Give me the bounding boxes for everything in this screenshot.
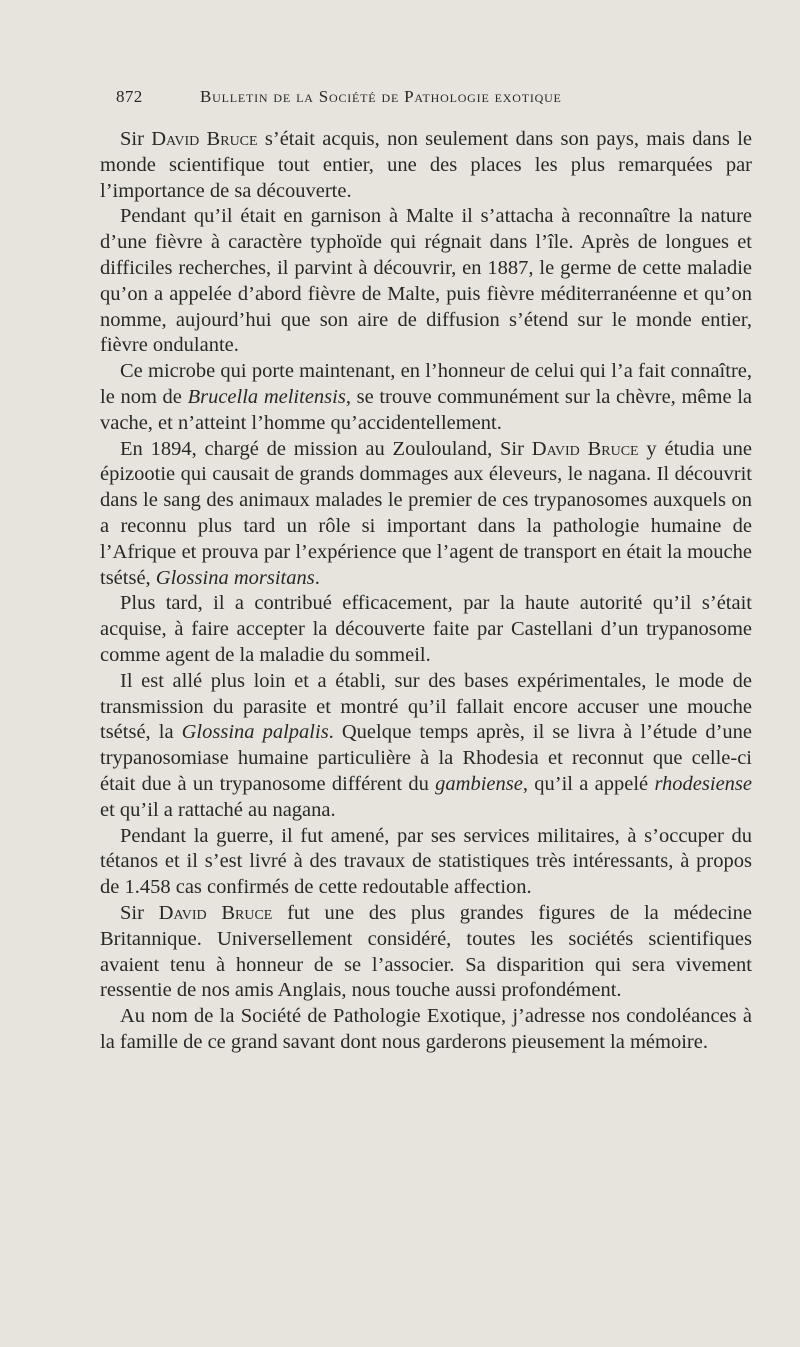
page-number: 872	[116, 87, 143, 106]
text-run: Il est allé plus loin et a établi, sur des bases expérimentales, le mode de transmission du parasite et montré qu’il fallait encore accuser une mouche tsétsé, la	[100, 669, 752, 744]
text-run: fut une des plus grandes figures de la médecine Britannique. Universellement considéré, toutes les sociétés scientifiques avaient tenu à honneur de se l’associer. Sa disparition qui sera vivement ressentie de nos amis Anglais, nous touche aussi profondément.	[100, 901, 752, 1002]
paragraph-2: Pendant qu’il était en garnison à Malte il s’attacha à reconnaître la nature d’une fièvre à caractère typhoïde qui régnait dans l’île. Après de longues et difficiles recherches, il parvint à découvrir, en 1887, le germe de cette maladie qu’on a appelée d’abord fièvre de Malte, puis fièvre méditerranéenne et qu’on nomme, aujourd’hui que son aire de diffusion s’étend sur le monde entier, fièvre ondulante.	[100, 205, 752, 357]
text-run: y étudia une épizootie qui causait de grands dommages aux éleveurs, le nagana. Il découvrit dans le sang des animaux malades le premier de ces trypanosomes auxquels on a reconnu plus tard un rôle si important dans la pathologie humaine de l’Afrique et prouva par l’expérience que l’agent de transport en était la mouche tsétsé,	[100, 437, 752, 589]
text-run: s’était acquis, non seulement dans son pays, mais dans le monde scientifique tout entier, une des places les plus remarquées par l’importance de sa découverte.	[100, 128, 752, 202]
paragraph-4	[100, 437, 752, 592]
species-name: gambiense	[435, 772, 523, 795]
text-run: En 1894, chargé de mission au Zoulouland, Sir	[120, 437, 532, 460]
species-name: Glossina morsitans	[155, 566, 315, 589]
paragraph-3	[100, 359, 752, 436]
paragraph-9: Au nom de la Société de Pathologie Exotique, j’adresse nos condoléances à la famille de ce grand savant dont nous garderons pieusement la mémoire.	[100, 1005, 752, 1053]
species-name: Glossina palpalis	[181, 721, 329, 744]
text-run: . Quelque temps après, il se livra à l’étude d’une trypanosomiase humaine particulière à la Rhodesia et reconnut que celle-ci était due à un trypanosome différent du	[100, 721, 752, 795]
species-name: rhodesiense	[654, 772, 753, 795]
person-name: David Bruce	[158, 901, 273, 924]
text-run: .	[314, 566, 320, 589]
text-run: , se trouve communément sur la chèvre, même la vache, et n’atteint l’homme qu’accidentellement.	[100, 385, 752, 434]
paragraph-6	[100, 669, 752, 824]
paragraph-7: Pendant la guerre, il fut amené, par ses services militaires, à s’occuper du tétanos et il s’est livré à des travaux de statistiques très intéressants, à propos de 1.458 cas confirmés de cette redoutable affection.	[100, 824, 752, 899]
running-title: Bulletin de la Société de Pathologie exotique	[200, 87, 562, 106]
paragraph-8	[100, 901, 752, 1004]
article-body	[100, 127, 752, 1056]
paragraph-1	[100, 127, 752, 204]
page-header	[116, 87, 676, 113]
person-name: David Bruce	[151, 128, 258, 150]
text-run: et qu’il a rattaché au nagana.	[100, 798, 336, 821]
text-run: Sir	[120, 128, 152, 150]
text-run: , qu’il a appelé	[522, 772, 655, 795]
text-run: Ce microbe qui porte maintenant, en l’honneur de celui qui l’a fait connaître, le nom de	[100, 360, 752, 408]
text-run: Sir	[120, 901, 159, 924]
paragraph-5: Plus tard, il a contribué efficacement, par la haute autorité qu’il s’était acquise, à faire accepter la découverte faite par Castellani d’un trypanosome comme agent de la maladie du sommeil.	[100, 592, 752, 666]
person-name: David Bruce	[531, 437, 639, 460]
species-name: Brucella melitensis	[187, 385, 346, 408]
